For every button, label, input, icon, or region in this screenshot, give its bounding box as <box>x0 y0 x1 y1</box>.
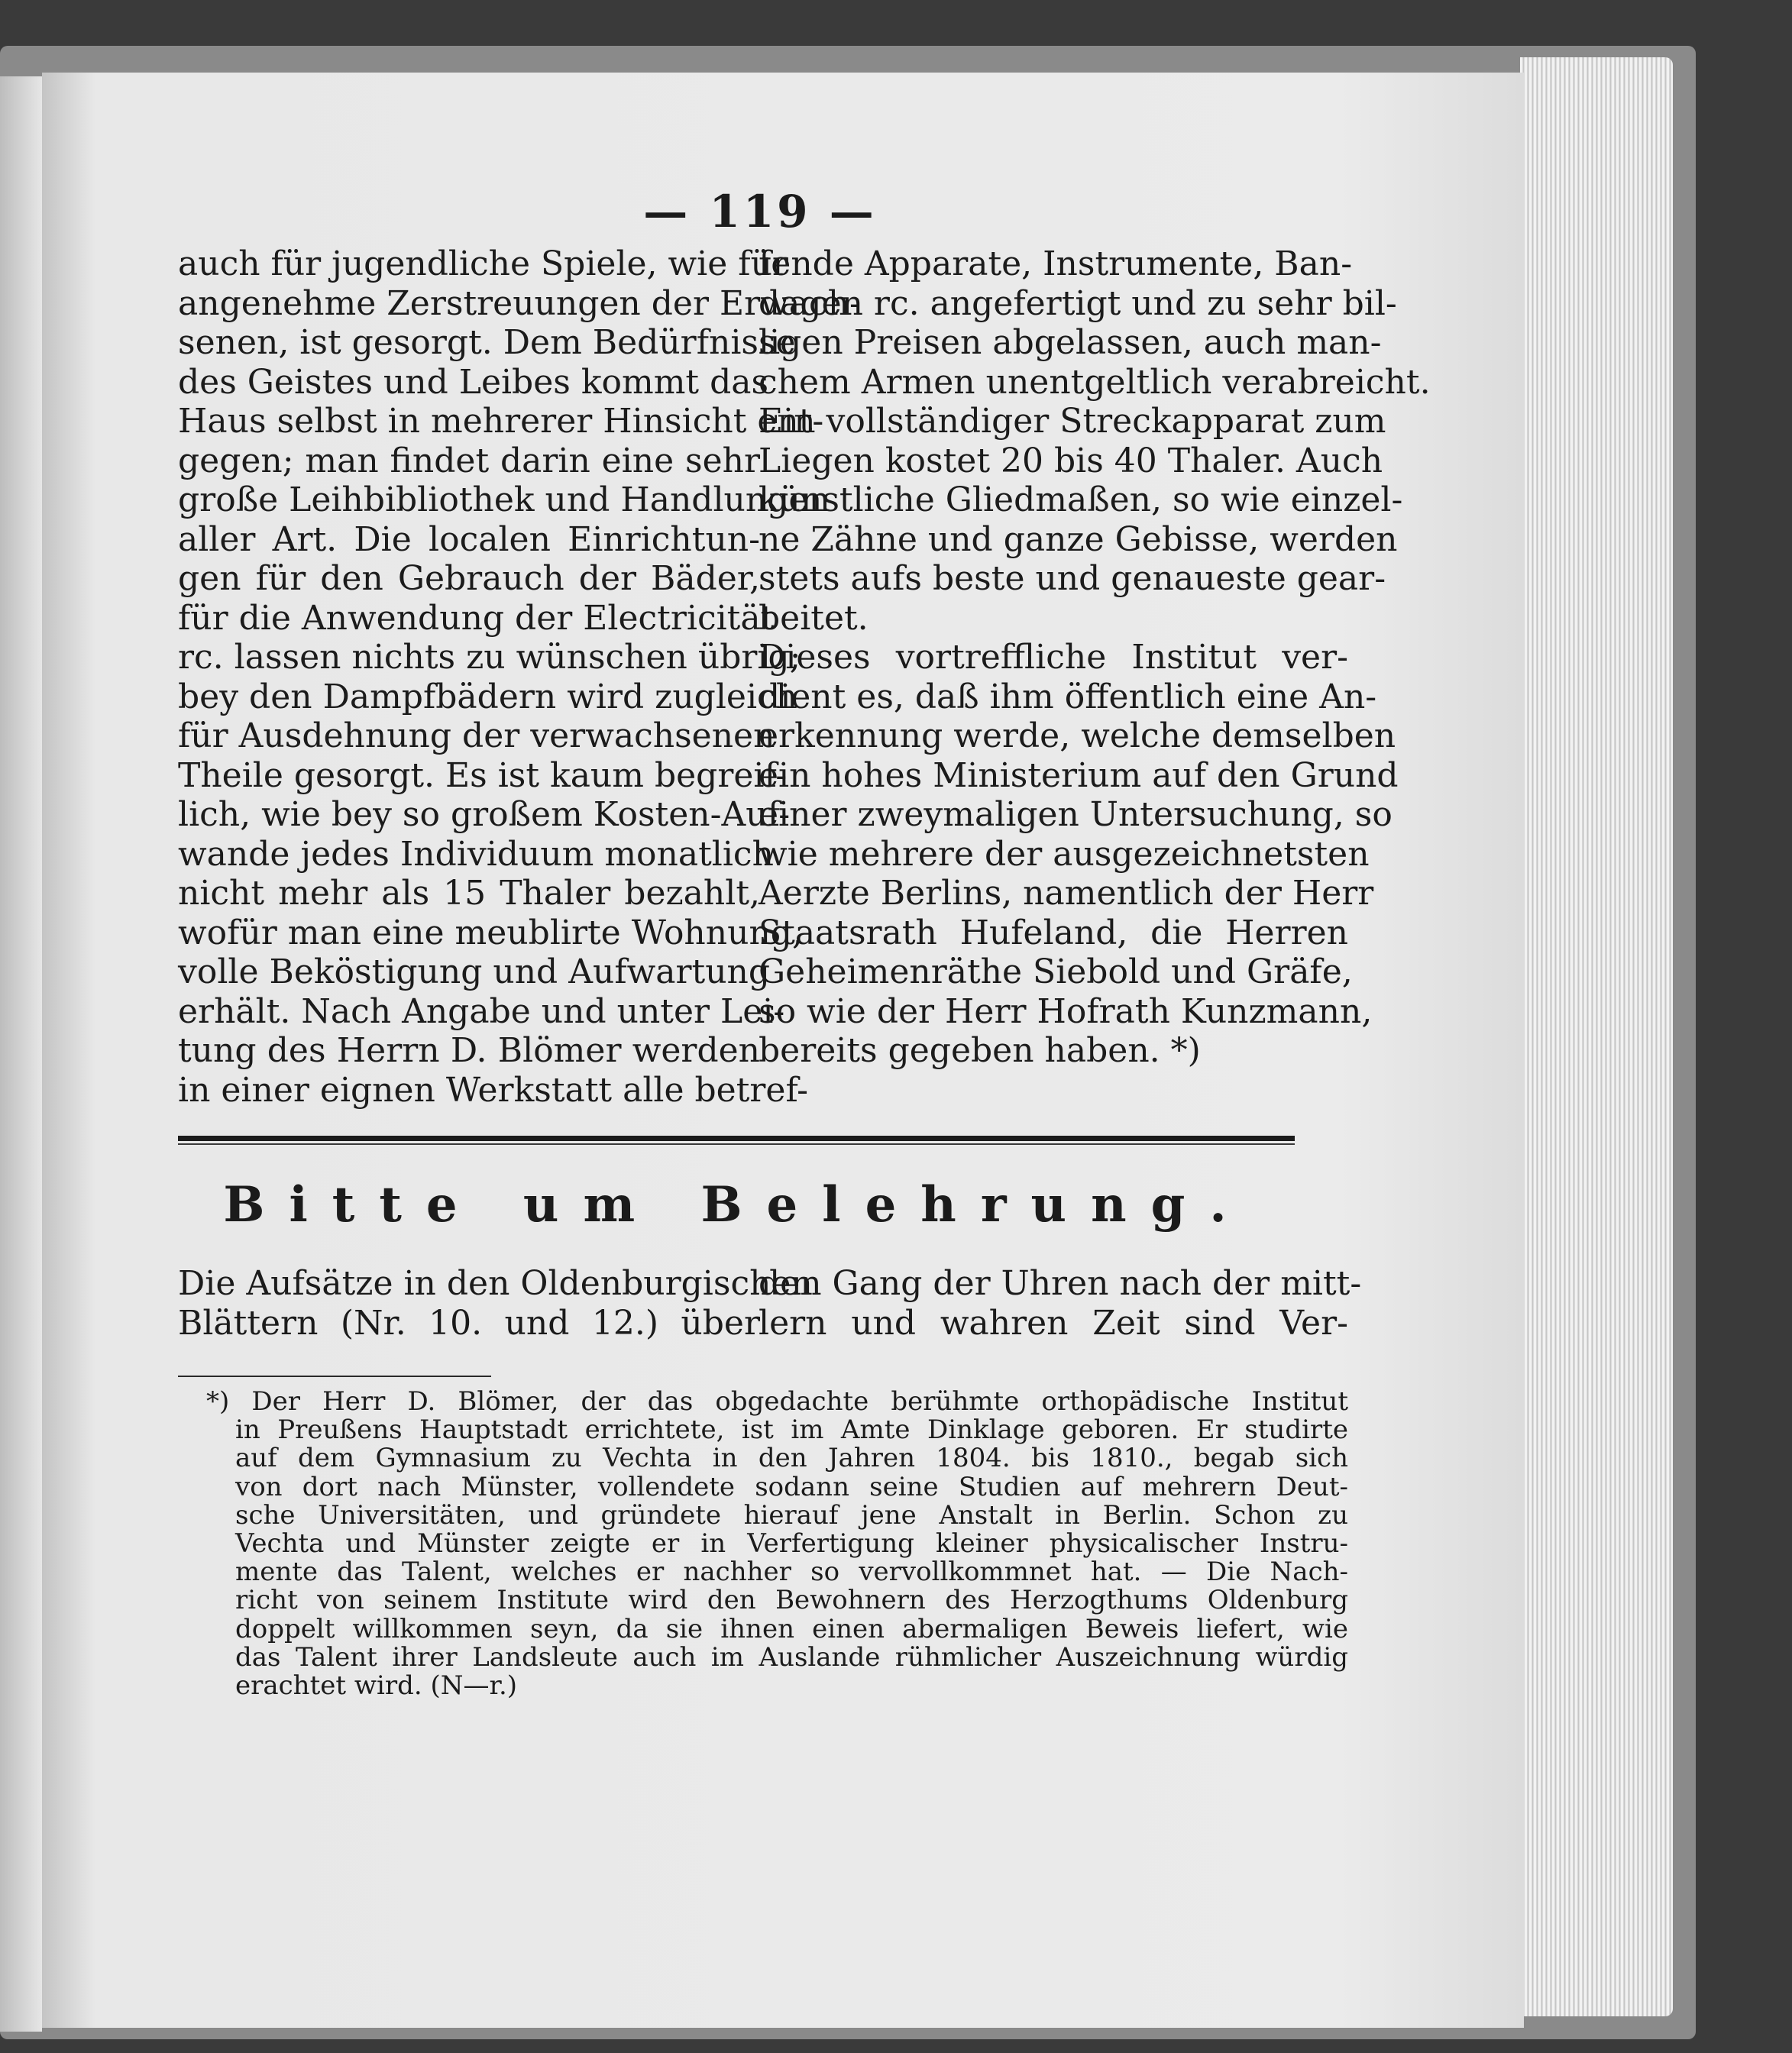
footnote-line: von dort nach Münster, vollendete sodann seine Studien auf mehrern Deut- <box>235 1471 1348 1502</box>
left-column-line: erhält. Nach Angabe und unter Lei- <box>178 991 785 1031</box>
section-right-line: den Gang der Uhren nach der mitt- <box>759 1264 1362 1303</box>
right-column-line: Geheimenräthe Siebold und Gräfe, <box>759 952 1353 991</box>
left-column-line: des Geistes und Leibes kommt das <box>178 362 769 402</box>
right-column-line: Aerzte Berlins, namentlich der Herr <box>759 874 1374 913</box>
right-column <box>759 244 1431 1071</box>
section-right-line: lern und wahren Zeit sind Ver- <box>759 1304 1348 1343</box>
footnote-line: Vechta und Münster zeigte er in Verfertigung kleiner physicalischer Instru- <box>235 1528 1348 1560</box>
left-column-line: bey den Dampfbädern wird zugleich <box>178 677 797 716</box>
left-column-line: rc. lassen nichts zu wünschen übrig; <box>178 638 801 677</box>
section-right-column <box>759 1264 1362 1343</box>
left-column-line: große Leihbibliothek und Handlungen <box>178 480 830 519</box>
section-left-line: Blättern (Nr. 10. und 12.) über <box>178 1304 760 1343</box>
right-column-line: ein hohes Ministerium auf den Grund <box>759 755 1399 795</box>
footnote-rule <box>178 1376 491 1377</box>
right-column-line: chem Armen unentgeltlich verabreicht. <box>759 362 1431 402</box>
page-edges <box>1520 57 1673 2016</box>
left-column-line: tung des Herrn D. Blömer werden <box>178 1031 760 1070</box>
section-left-line: Die Aufsätze in den Oldenburgischen <box>178 1264 813 1303</box>
footnote-line: *) Der Herr D. Blömer, der das obgedachte berühmte orthopädische Institut <box>206 1386 1348 1417</box>
right-column-line: Ein vollständiger Streckapparat zum <box>759 402 1386 441</box>
left-column-line: volle Beköstigung und Aufwartung <box>178 952 771 991</box>
footnote <box>206 1388 1348 1700</box>
book-page <box>42 73 1524 2028</box>
footnote-line: in Preußens Hauptstadt errichtete, ist im Amte Dinklage geboren. Er studirte <box>235 1414 1348 1446</box>
right-column-line: dient es, daß ihm öffentlich eine An- <box>759 677 1377 716</box>
right-column-line: ligen Preisen abgelassen, auch man- <box>759 323 1382 362</box>
right-column-line: ne Zähne und ganze Gebisse, werden <box>759 519 1398 559</box>
right-column-line: dagen rc. angefertigt und zu sehr bil- <box>759 283 1397 323</box>
left-column-line: nicht mehr als 15 Thaler bezahlt, <box>178 874 760 913</box>
left-column-line: wande jedes Individuum monatlich <box>178 834 774 874</box>
section-divider <box>178 1136 1295 1141</box>
right-column-line: bereits gegeben haben. *) <box>759 1031 1201 1070</box>
footnote-line: auf dem Gymnasium zu Vechta in den Jahren 1804. bis 1810., begab sich <box>235 1443 1348 1474</box>
previous-page-edge <box>0 76 42 2032</box>
right-column-line: Staatsrath Hufeland, die Herren <box>759 913 1348 952</box>
left-column-line: in einer eignen Werkstatt alle betref- <box>178 1070 809 1110</box>
footnote-line: das Talent ihrer Landsleute auch im Auslande rühmlicher Auszeichnung würdig <box>235 1641 1348 1673</box>
section-left-column <box>178 1264 813 1343</box>
footnote-line: doppelt willkommen seyn, da sie ihnen einen abermaligen Beweis liefert, wie <box>235 1613 1348 1644</box>
right-column-line: Dieses vortreffliche Institut ver- <box>759 638 1348 677</box>
left-column-line: für Ausdehnung der verwachsenen <box>178 716 775 755</box>
section-divider-thin <box>178 1143 1295 1145</box>
left-column-line: auch für jugendliche Spiele, wie für <box>178 244 788 283</box>
left-column-line: lich, wie bey so großem Kosten-Auf- <box>178 795 791 834</box>
right-column-line: künstliche Gliedmaßen, so wie einzel- <box>759 480 1403 519</box>
left-column-line: angenehme Zerstreuungen der Erwach- <box>178 283 861 323</box>
right-column-line: erkennung werde, welche demselben <box>759 716 1396 755</box>
right-column-line: fende Apparate, Instrumente, Ban- <box>759 244 1353 283</box>
left-column-line: Haus selbst in mehrerer Hinsicht ent- <box>178 402 824 441</box>
left-column-line: aller Art. Die localen Einrichtun- <box>178 519 760 559</box>
footnote-line: mente das Talent, welches er nachher so vervollkommnet hat. — Die Nach- <box>235 1557 1348 1588</box>
left-column-line: gegen; man findet darin eine sehr <box>178 441 760 480</box>
right-column-line: einer zweymaligen Untersuchung, so <box>759 795 1393 834</box>
footnote-line: sche Universitäten, und gründete hierauf jene Anstalt in Berlin. Schon zu <box>235 1499 1348 1531</box>
right-column-line: stets aufs beste und genaueste gear- <box>759 559 1386 598</box>
right-column-line: Liegen kostet 20 bis 40 Thaler. Auch <box>759 441 1383 480</box>
right-column-line: beitet. <box>759 598 869 638</box>
section-heading: Bitte um Belehrung. <box>223 1176 1251 1233</box>
left-column-line: gen für den Gebrauch der Bäder, <box>178 559 760 598</box>
right-column-line: so wie der Herr Hofrath Kunzmann, <box>759 991 1373 1031</box>
footnote-line: erachtet wird. (N—r.) <box>235 1670 518 1702</box>
left-column-line: wofür man eine meublirte Wohnung, <box>178 913 803 952</box>
left-column-line: senen, ist gesorgt. Dem Bedürfnisse <box>178 323 796 362</box>
right-column-line: wie mehrere der ausgezeichnetsten <box>759 834 1370 874</box>
left-column-line: Theile gesorgt. Es ist kaum begreif- <box>178 755 788 795</box>
page-number: — 119 — <box>643 186 877 238</box>
left-column-line: für die Anwendung der Electricität <box>178 598 775 638</box>
footnote-line: richt von seinem Institute wird den Bewohnern des Herzogthums Oldenburg <box>235 1585 1348 1616</box>
